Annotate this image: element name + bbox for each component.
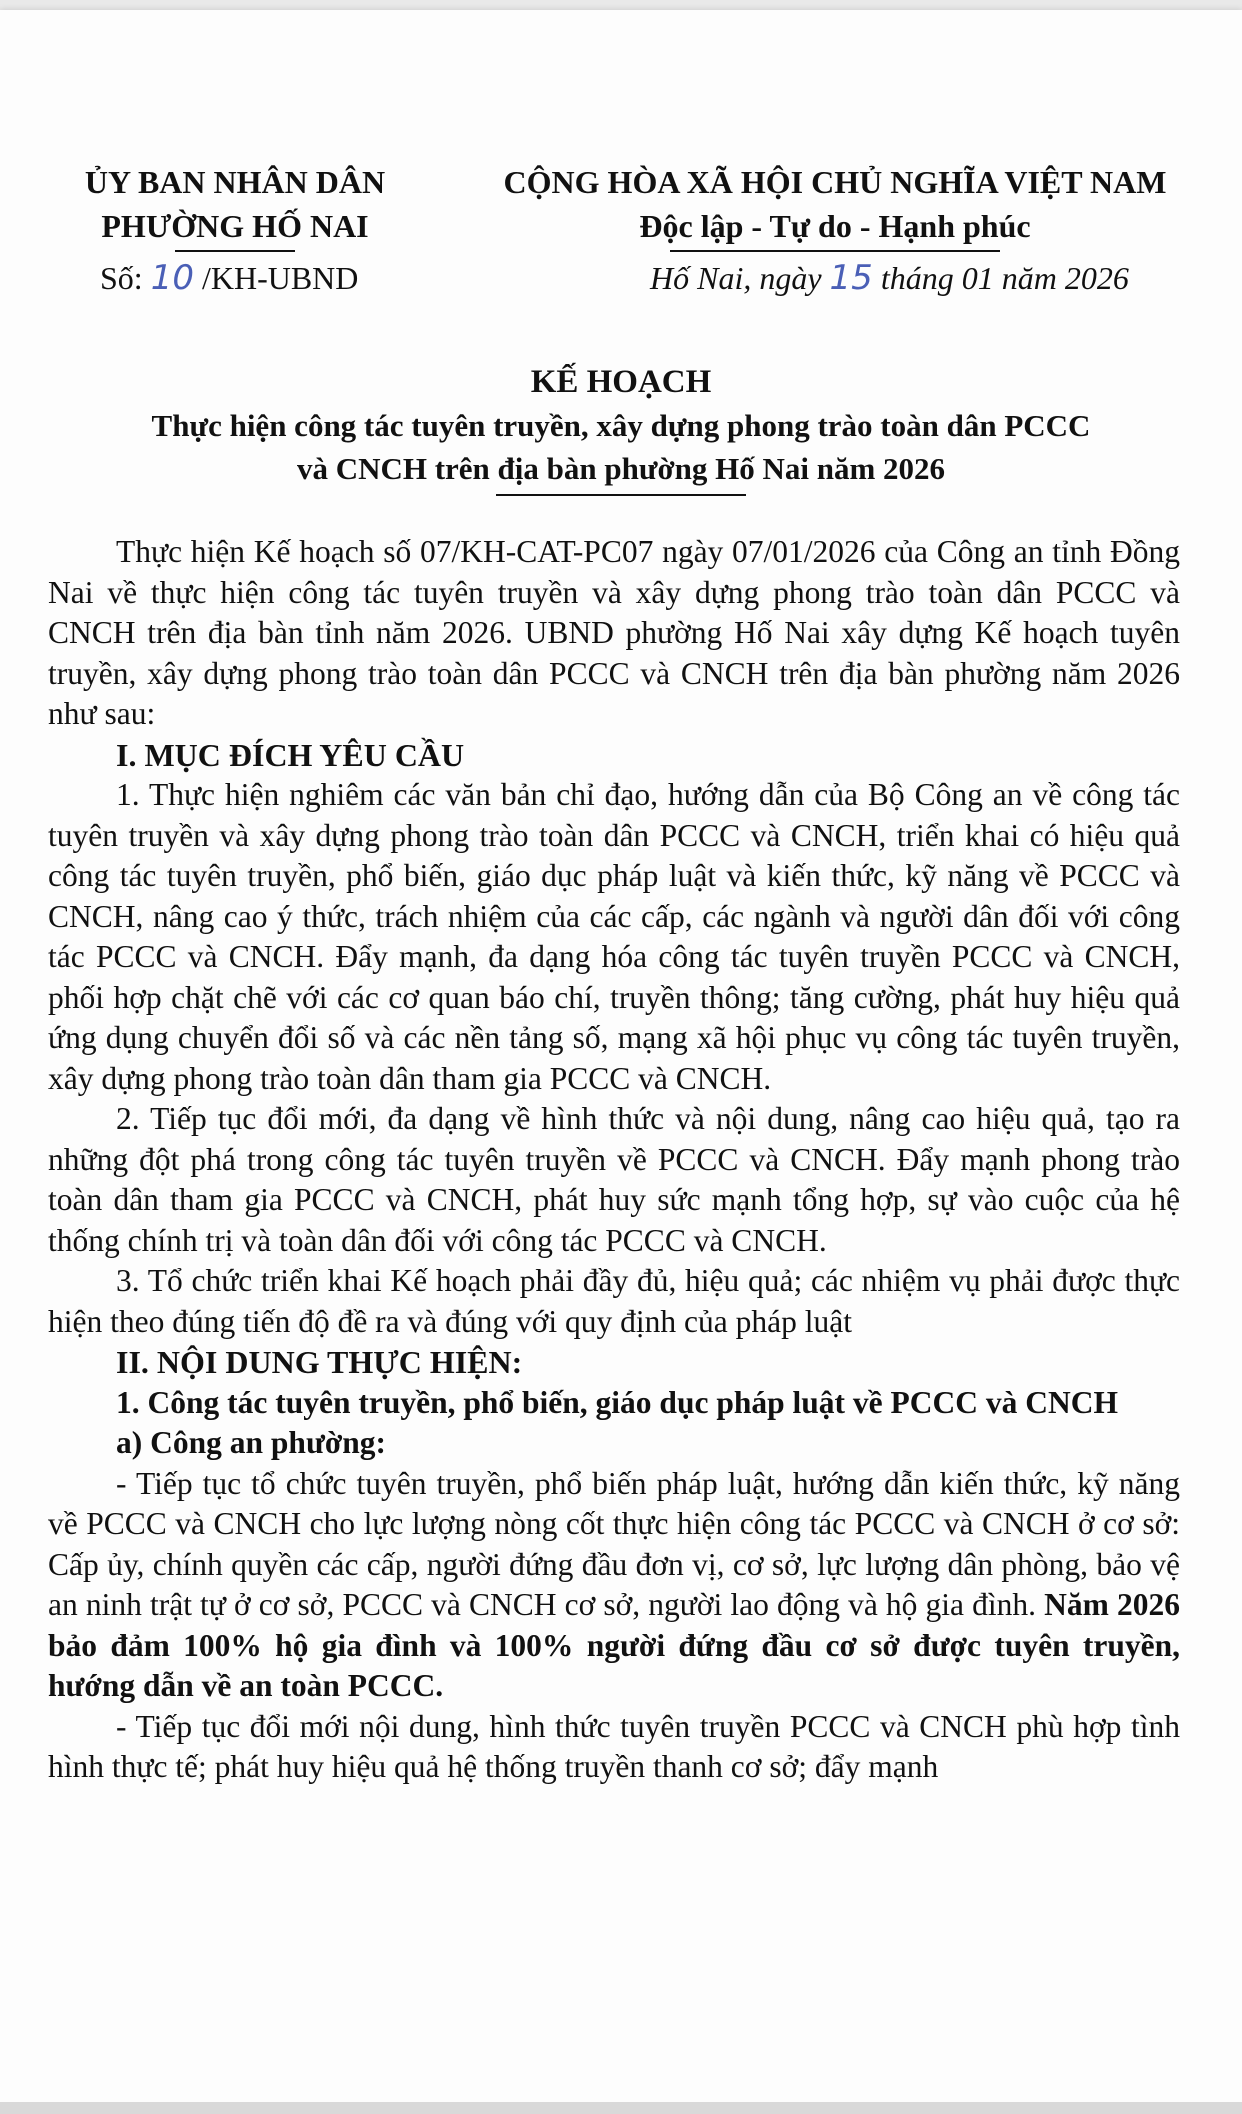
section-heading-1: I. MỤC ĐÍCH YÊU CẦU bbox=[116, 736, 465, 773]
paragraph-3: 3. Tổ chức triển khai Kế hoạch phải đầy đủ, hiệu quả; các nhiệm vụ phải được thực hiện theo đúng tiến độ đề ra và đúng với quy định của pháp luật bbox=[48, 1263, 1180, 1339]
title-sub-2: và CNCH trên địa bàn phường Hố Nai năm 2026 bbox=[296, 451, 946, 486]
date-before: Hố Nai, ngày bbox=[650, 260, 822, 296]
paragraph-1: 1. Thực hiện nghiêm các văn bản chỉ đạo, hướng dẫn của Bộ Công an về công tác tuyên truyền và xây dựng phong trào toàn dân PCCC và CNCH, triển khai có hiệu quả công tác tuyên truyền, phổ biến, giáo dục pháp luật và kiến thức, kỹ năng về PCCC và CNCH, nâng cao ý thức, trách nhiệm của các cấp, các ngành và người dân đối với công tác PCCC và CNCH. Đẩy mạnh, đa dạng hóa công tác tuyên truyền PCCC và CNCH, phối hợp chặt chẽ với các cơ quan báo chí, truyền thông; tăng cường, phát huy hiệu quả ứng dụng chuyển đổi số và các nền tảng số, mạng xã hội phục vụ công tác tuyên truyền, xây dựng phong trào toàn dân tham gia PCCC và CNCH. bbox=[48, 777, 1180, 1096]
authority-underline bbox=[175, 250, 295, 252]
motto-line-2: Độc lập - Tự do - Hạnh phúc bbox=[639, 208, 1031, 244]
document-title bbox=[40, 360, 1202, 496]
document-page bbox=[0, 10, 1242, 2104]
paragraph-4-text: - Tiếp tục tổ chức tuyên truyền, phổ biến pháp luật, hướng dẫn kiến thức, kỹ năng về PCCC và CNCH cho lực lượng nòng cốt thực hiện công tác PCCC và CNCH ở cơ sở: Cấp ủy, chính quyền các cấp, người đứng đầu đơn vị, cơ sở, lực lượng dân phòng, bảo vệ an ninh trật tự ở cơ sở, PCCC và CNCH cơ sở, người lao động và hộ gia đình. bbox=[48, 1465, 1180, 1622]
document-body bbox=[48, 532, 1180, 1788]
paragraph-5: - Tiếp tục đổi mới nội dung, hình thức tuyên truyền PCCC và CNCH phù hợp tình hình thực tế; phát huy hiệu quả hệ thống truyền thanh cơ sở; đẩy mạnh bbox=[48, 1708, 1180, 1784]
paragraph-2: 2. Tiếp tục đổi mới, đa dạng về hình thức và nội dung, nâng cao hiệu quả, tạo ra những đột phá trong công tác tuyên truyền về PCCC và CNCH. Đẩy mạnh phong trào toàn dân tham gia PCCC và CNCH, phát huy sức mạnh tổng hợp, sự vào cuộc của hệ thống chính trị và toàn dân đối với công tác PCCC và CNCH. bbox=[48, 1101, 1180, 1258]
document-number bbox=[100, 258, 358, 298]
intro-paragraph: Thực hiện Kế hoạch số 07/KH-CAT-PC07 ngày 07/01/2026 của Công an tỉnh Đồng Nai về thực hiện công tác tuyên truyền và xây dựng phong trào toàn dân PCCC và CNCH trên địa bàn tỉnh năm 2026. UBND phường Hố Nai xây dựng Kế hoạch tuyên truyền, xây dựng phong trào toàn dân PCCC và CNCH trên địa bàn phường năm 2026 như sau: bbox=[48, 534, 1180, 731]
issuing-authority bbox=[70, 160, 400, 252]
authority-line-2: PHƯỜNG HỐ NAI bbox=[101, 208, 369, 244]
document-date bbox=[650, 258, 1129, 298]
doc-number-suffix: /KH-UBND bbox=[201, 260, 359, 296]
paragraph-4-emphasis: Năm 2026 bảo đảm 100% hộ gia đình và 100% người đứng đầu cơ sở được tuyên truyền, hướng dẫn về an toàn PCCC. bbox=[48, 1587, 1180, 1703]
date-handwritten-day: 15 bbox=[829, 258, 873, 298]
national-motto bbox=[470, 160, 1200, 252]
subsection-heading-1: 1. Công tác tuyên truyền, phổ biến, giáo dục pháp luật về PCCC và CNCH bbox=[116, 1384, 1118, 1420]
title-sub-1: Thực hiện công tác tuyên truyền, xây dựng phong trào toàn dân PCCC bbox=[151, 408, 1091, 443]
title-underline bbox=[496, 494, 746, 496]
title-main: KẾ HOẠCH bbox=[530, 364, 712, 400]
authority-line-1: ỦY BAN NHÂN DÂN bbox=[84, 164, 386, 200]
doc-number-handwritten: 10 bbox=[150, 258, 194, 298]
doc-number-prefix: Số: bbox=[100, 260, 143, 296]
date-after: tháng 01 năm 2026 bbox=[880, 260, 1129, 296]
motto-line-1: CỘNG HÒA XÃ HỘI CHỦ NGHĨA VIỆT NAM bbox=[503, 164, 1167, 200]
section-heading-2: II. NỘI DUNG THỰC HIỆN: bbox=[116, 1344, 523, 1380]
motto-underline bbox=[670, 250, 1000, 252]
subsection-heading-a: a) Công an phường: bbox=[116, 1425, 387, 1460]
scan-edge bbox=[0, 2102, 1242, 2114]
paragraph-4 bbox=[48, 1464, 1180, 1707]
